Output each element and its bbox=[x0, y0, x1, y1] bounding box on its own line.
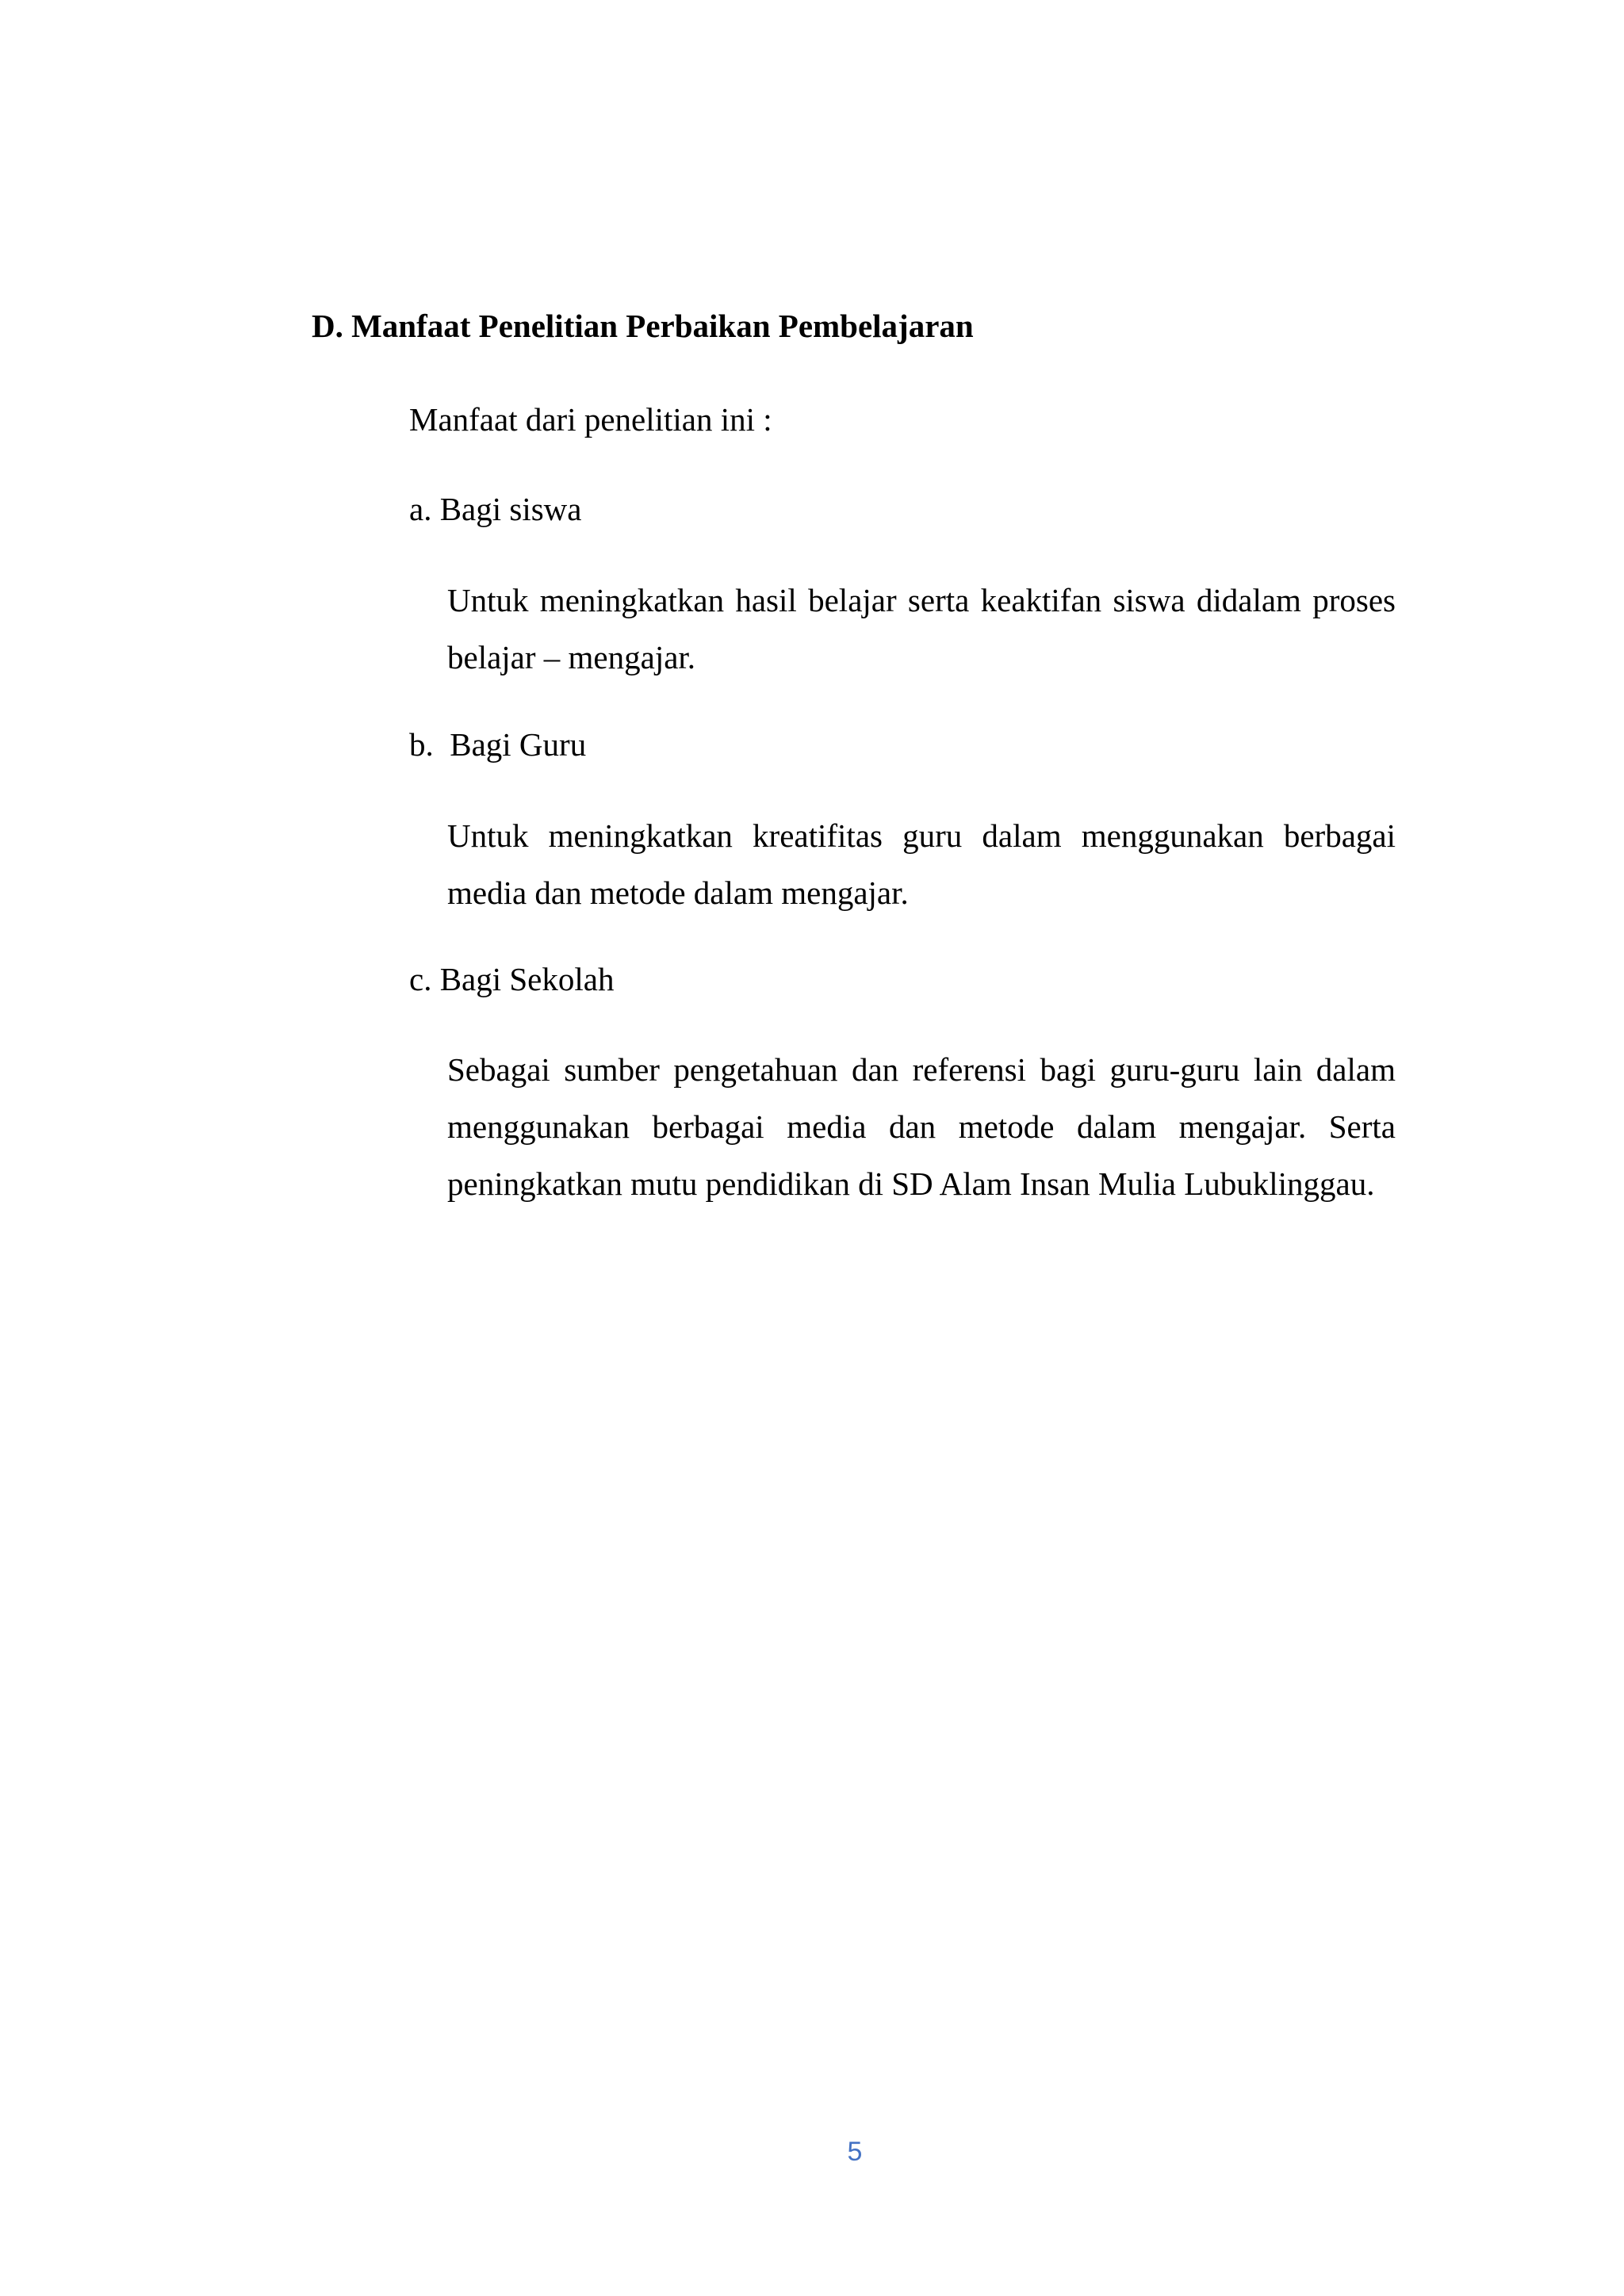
benefit-text-siswa: Untuk meningkatkan hasil belajar serta keaktifan siswa didalam proses belajar – mengajar. bbox=[447, 582, 1396, 675]
benefit-text-guru: Untuk meningkatkan kreatifitas guru dalam menggunakan berbagai media dan metode dalam mengajar. bbox=[447, 817, 1396, 911]
section-intro: Manfaat dari penelitian ini : bbox=[409, 401, 772, 438]
page-number: 5 bbox=[847, 2137, 863, 2167]
benefit-label-guru: b. Bagi Guru bbox=[409, 726, 587, 763]
benefit-label-siswa: a. Bagi siswa bbox=[409, 491, 582, 527]
benefit-text-sekolah: Sebagai sumber pengetahuan dan referensi bagi guru-guru lain dalam menggunakan berbagai media dan metode dalam mengajar. Serta peningkatkan mutu pendidikan di SD Alam Insan Mulia Lubuklinggau. bbox=[447, 1051, 1396, 1202]
section-heading: D. Manfaat Penelitian Perbaikan Pembelajaran bbox=[312, 308, 974, 344]
benefit-label-sekolah: c. Bagi Sekolah bbox=[409, 961, 615, 997]
